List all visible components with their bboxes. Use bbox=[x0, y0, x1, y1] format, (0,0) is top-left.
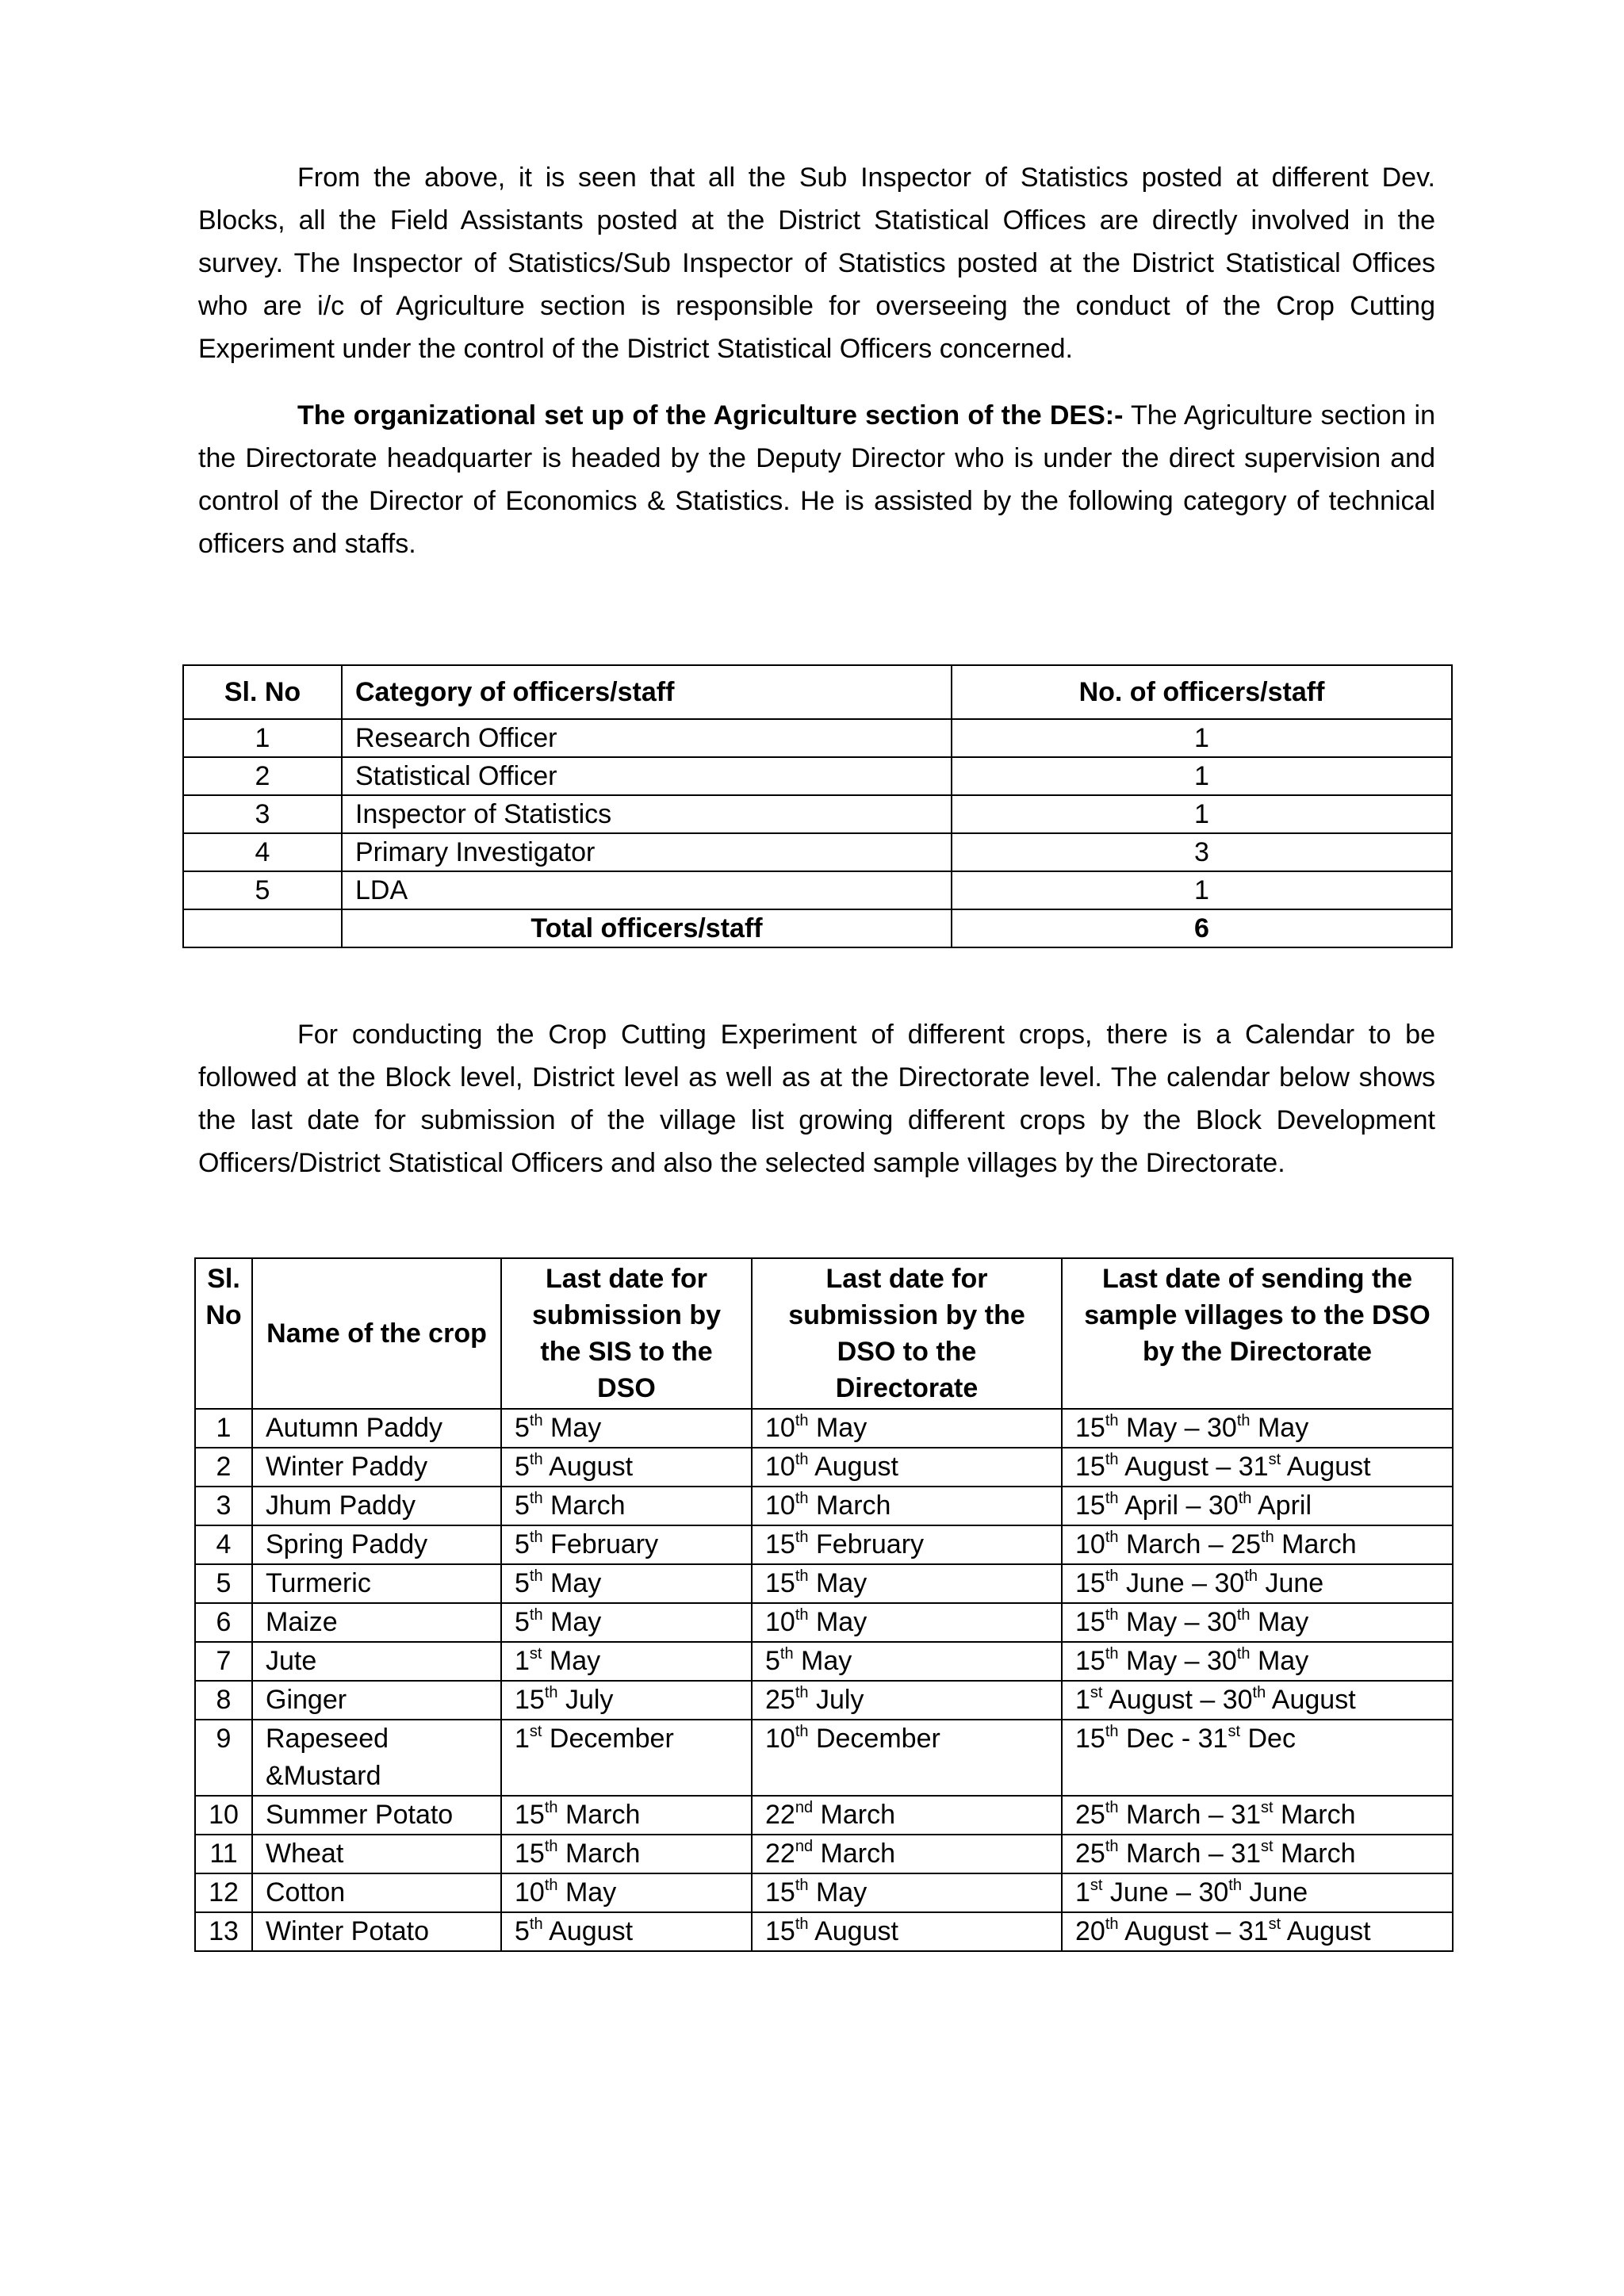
table-row bbox=[195, 1642, 1453, 1681]
cell-dso-date: 10th May bbox=[752, 1409, 1062, 1448]
cell-dso-date: 10th May bbox=[752, 1603, 1062, 1642]
table-row bbox=[195, 1409, 1453, 1448]
table-total-row bbox=[183, 909, 1452, 947]
cell-directorate-date: 15th June – 30th June bbox=[1062, 1564, 1453, 1603]
cell-empty bbox=[183, 909, 342, 947]
table-row bbox=[183, 795, 1452, 833]
cell-sis-date: 1st December bbox=[501, 1720, 752, 1796]
cell-sl-no: 7 bbox=[195, 1642, 252, 1681]
cell-crop-name: Ginger bbox=[252, 1681, 501, 1720]
cell-directorate-date: 25th March – 31st March bbox=[1062, 1835, 1453, 1873]
cell-dso-date: 22nd March bbox=[752, 1796, 1062, 1835]
paragraph-text: The Agriculture section in the Directorate headquarter is headed by the Deputy Director who is under the direct supervision and control of the Director of Economics & Statistics. He is assisted by the following category of technical officers and staffs. bbox=[198, 400, 1435, 559]
table-row bbox=[183, 833, 1452, 871]
cell-directorate-date: 1st June – 30th June bbox=[1062, 1873, 1453, 1912]
cell-category: Inspector of Statistics bbox=[342, 795, 952, 833]
cell-directorate-date: 25th March – 31st March bbox=[1062, 1796, 1453, 1835]
cell-sl-no: 5 bbox=[183, 871, 342, 909]
cell-sis-date: 5th May bbox=[501, 1603, 752, 1642]
cell-dso-date: 10th December bbox=[752, 1720, 1062, 1796]
cell-sl-no: 5 bbox=[195, 1564, 252, 1603]
cell-count: 1 bbox=[952, 795, 1452, 833]
cell-crop-name: Jhum Paddy bbox=[252, 1487, 501, 1525]
cell-directorate-date: 15th May – 30th May bbox=[1062, 1409, 1453, 1448]
table-row bbox=[195, 1681, 1453, 1720]
table-row bbox=[195, 1720, 1453, 1796]
cell-dso-date: 15th August bbox=[752, 1912, 1062, 1951]
cell-directorate-date: 15th May – 30th May bbox=[1062, 1642, 1453, 1681]
cell-dso-date: 15th February bbox=[752, 1525, 1062, 1564]
cell-sl-no: 2 bbox=[195, 1448, 252, 1487]
cell-sl-no: 4 bbox=[183, 833, 342, 871]
cell-category: LDA bbox=[342, 871, 952, 909]
header-directorate-date: Last date of sending the sample villages to the DSO by the Directorate bbox=[1062, 1258, 1453, 1409]
cell-sl-no: 8 bbox=[195, 1681, 252, 1720]
cell-sl-no: 3 bbox=[195, 1487, 252, 1525]
total-value: 6 bbox=[952, 909, 1452, 947]
table-row bbox=[195, 1564, 1453, 1603]
table-row bbox=[183, 757, 1452, 795]
cell-sl-no: 6 bbox=[195, 1603, 252, 1642]
cell-sis-date: 10th May bbox=[501, 1873, 752, 1912]
cell-directorate-date: 15th August – 31st August bbox=[1062, 1448, 1453, 1487]
cell-sl-no: 3 bbox=[183, 795, 342, 833]
cell-crop-name: Turmeric bbox=[252, 1564, 501, 1603]
header-count: No. of officers/staff bbox=[952, 665, 1452, 719]
paragraph-heading: The organizational set up of the Agriculture section of the DES:- bbox=[297, 400, 1124, 430]
cell-count: 1 bbox=[952, 871, 1452, 909]
cell-count: 1 bbox=[952, 757, 1452, 795]
cell-directorate-date: 15th May – 30th May bbox=[1062, 1603, 1453, 1642]
cell-category: Research Officer bbox=[342, 719, 952, 757]
cell-sl-no: 1 bbox=[183, 719, 342, 757]
cell-directorate-date: 15th April – 30th April bbox=[1062, 1487, 1453, 1525]
cell-sl-no: 11 bbox=[195, 1835, 252, 1873]
cell-sis-date: 5th August bbox=[501, 1448, 752, 1487]
cell-sl-no: 2 bbox=[183, 757, 342, 795]
paragraph-text: For conducting the Crop Cutting Experiment of different crops, there is a Calendar to be followed at the Block level, District level as well as at the Directorate level. The calendar below shows the last date for submission of the village list growing different crops by the Block Development Officers/District Statistical Officers and also the selected sample villages by the Directorate. bbox=[198, 1020, 1435, 1178]
cell-sl-no: 12 bbox=[195, 1873, 252, 1912]
cell-dso-date: 15th May bbox=[752, 1873, 1062, 1912]
cell-directorate-date: 10th March – 25th March bbox=[1062, 1525, 1453, 1564]
cell-dso-date: 25th July bbox=[752, 1681, 1062, 1720]
cell-directorate-date: 20th August – 31st August bbox=[1062, 1912, 1453, 1951]
table-row bbox=[195, 1487, 1453, 1525]
table-row bbox=[195, 1873, 1453, 1912]
cell-sis-date: 5th May bbox=[501, 1564, 752, 1603]
cell-sis-date: 15th March bbox=[501, 1835, 752, 1873]
header-sis-date: Last date for submission by the SIS to the DSO bbox=[501, 1258, 752, 1409]
cell-sis-date: 1st May bbox=[501, 1642, 752, 1681]
cell-directorate-date: 15th Dec - 31st Dec bbox=[1062, 1720, 1453, 1796]
cell-crop-name: Rapeseed &Mustard bbox=[252, 1720, 501, 1796]
cell-dso-date: 5th May bbox=[752, 1642, 1062, 1681]
total-label: Total officers/staff bbox=[342, 909, 952, 947]
cell-dso-date: 10th March bbox=[752, 1487, 1062, 1525]
cell-sl-no: 10 bbox=[195, 1796, 252, 1835]
header-crop: Name of the crop bbox=[252, 1258, 501, 1409]
cell-crop-name: Winter Paddy bbox=[252, 1448, 501, 1487]
paragraph-text: From the above, it is seen that all the Sub Inspector of Statistics posted at different Dev. Blocks, all the Field Assistants posted at the District Statistical Offices are directly involved in the survey. The Inspector of Statistics/Sub Inspector of Statistics posted at the District Statistical Offices who are i/c of Agriculture section is responsible for overseeing the conduct of the Crop Cutting Experiment under the control of the District Statistical Officers concerned. bbox=[198, 163, 1435, 364]
cell-crop-name: Jute bbox=[252, 1642, 501, 1681]
cell-sl-no: 1 bbox=[195, 1409, 252, 1448]
cell-count: 1 bbox=[952, 719, 1452, 757]
cell-sl-no: 13 bbox=[195, 1912, 252, 1951]
cell-sis-date: 5th March bbox=[501, 1487, 752, 1525]
table-header-row bbox=[195, 1258, 1453, 1409]
paragraph-survey-involvement bbox=[198, 156, 1435, 370]
paragraph-organizational-setup bbox=[198, 394, 1435, 565]
cell-category: Primary Investigator bbox=[342, 833, 952, 871]
table-row bbox=[195, 1525, 1453, 1564]
table-row bbox=[183, 871, 1452, 909]
cell-sis-date: 5th May bbox=[501, 1409, 752, 1448]
cell-sis-date: 15th July bbox=[501, 1681, 752, 1720]
staff-table bbox=[182, 664, 1453, 948]
table-row bbox=[183, 719, 1452, 757]
cell-sis-date: 15th March bbox=[501, 1796, 752, 1835]
cell-crop-name: Cotton bbox=[252, 1873, 501, 1912]
staff-table-body bbox=[183, 719, 1452, 947]
table-row bbox=[195, 1603, 1453, 1642]
calendar-table-body bbox=[195, 1409, 1453, 1951]
cell-crop-name: Summer Potato bbox=[252, 1796, 501, 1835]
cell-crop-name: Autumn Paddy bbox=[252, 1409, 501, 1448]
header-sl-no: Sl. No bbox=[195, 1258, 252, 1409]
cell-crop-name: Maize bbox=[252, 1603, 501, 1642]
cell-dso-date: 22nd March bbox=[752, 1835, 1062, 1873]
cell-sis-date: 5th August bbox=[501, 1912, 752, 1951]
calendar-table bbox=[194, 1257, 1454, 1952]
cell-crop-name: Winter Potato bbox=[252, 1912, 501, 1951]
cell-category: Statistical Officer bbox=[342, 757, 952, 795]
cell-count: 3 bbox=[952, 833, 1452, 871]
cell-dso-date: 10th August bbox=[752, 1448, 1062, 1487]
table-row bbox=[195, 1448, 1453, 1487]
table-row bbox=[195, 1835, 1453, 1873]
cell-sis-date: 5th February bbox=[501, 1525, 752, 1564]
header-dso-date: Last date for submission by the DSO to the Directorate bbox=[752, 1258, 1062, 1409]
cell-sl-no: 9 bbox=[195, 1720, 252, 1796]
cell-sl-no: 4 bbox=[195, 1525, 252, 1564]
table-row bbox=[195, 1912, 1453, 1951]
paragraph-calendar-intro bbox=[198, 1013, 1435, 1184]
table-row bbox=[195, 1796, 1453, 1835]
cell-directorate-date: 1st August – 30th August bbox=[1062, 1681, 1453, 1720]
header-sl-no: Sl. No bbox=[183, 665, 342, 719]
table-header-row bbox=[183, 665, 1452, 719]
header-category: Category of officers/staff bbox=[342, 665, 952, 719]
cell-dso-date: 15th May bbox=[752, 1564, 1062, 1603]
cell-crop-name: Spring Paddy bbox=[252, 1525, 501, 1564]
cell-crop-name: Wheat bbox=[252, 1835, 501, 1873]
